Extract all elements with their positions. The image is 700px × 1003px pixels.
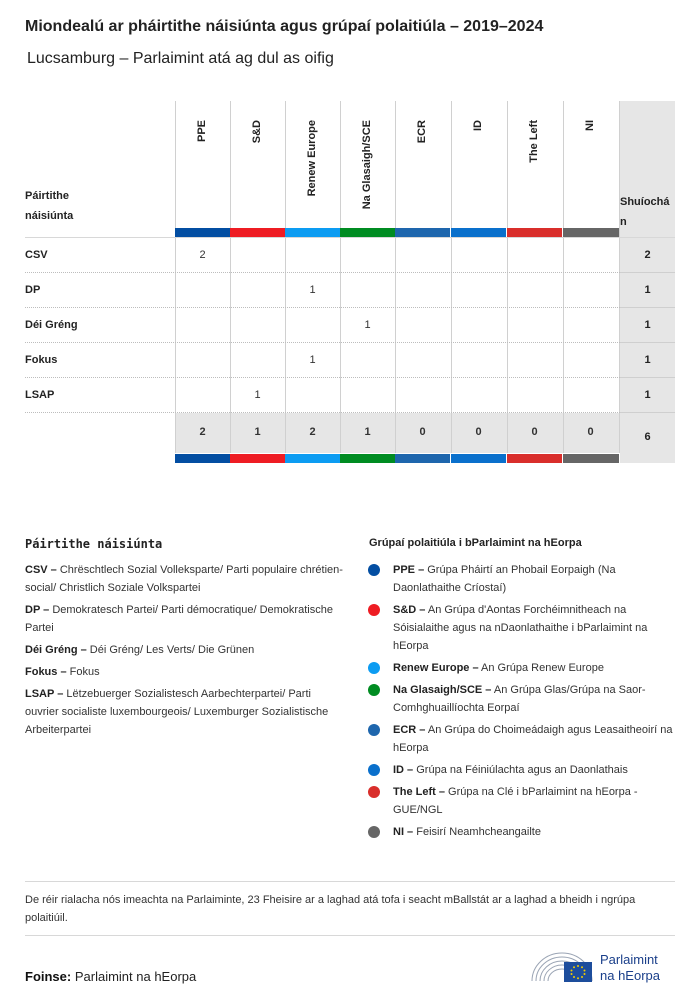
circle-icon: [368, 662, 380, 674]
group-color-bar: [340, 228, 395, 237]
seat-count-cell: 1: [254, 389, 261, 401]
group-header-label: ECR: [415, 120, 428, 144]
column-divider: [395, 101, 396, 453]
group-header-label: PPE: [195, 120, 208, 143]
party-label: CSV: [25, 249, 48, 261]
group-color-bar: [285, 228, 340, 237]
legend-text: Chrëschtlech Sozial Volleksparte/ Parti populaire chrétien-social/ Christlich Soziale Volkspartei: [25, 564, 343, 594]
group-color-bar: [507, 228, 562, 237]
group-color-bar: [175, 228, 230, 237]
group-header: [251, 120, 265, 270]
legend-abbr: Fokus –: [25, 666, 67, 678]
party-label: Déi Gréng: [25, 319, 78, 331]
group-header-label: Renew Europe: [305, 120, 318, 197]
grand-total: 6: [644, 431, 651, 443]
row-divider: [25, 342, 620, 344]
party-label: Fokus: [25, 354, 58, 366]
political-group-legend-item: [393, 659, 673, 677]
group-header: [472, 120, 486, 270]
circle-icon: [368, 604, 380, 616]
group-color-bar: [340, 454, 395, 463]
political-group-legend-item: [393, 783, 673, 819]
legend-abbr: Na Glasaigh/SCE –: [393, 684, 492, 696]
divider: [25, 935, 675, 936]
party-seats-total: 1: [644, 389, 651, 401]
group-color-bar: [451, 228, 506, 237]
circle-icon: [368, 786, 380, 798]
political-group-legend-item: [393, 823, 673, 841]
group-header: [196, 120, 210, 270]
party-label: DP: [25, 284, 41, 296]
group-header: [528, 120, 542, 270]
legend-text: Déi Gréng/ Les Verts/ Die Grünen: [86, 644, 255, 656]
header-line: Páirtithe: [25, 190, 70, 202]
legend-text: An Grúpa Renew Europe: [478, 662, 604, 674]
seat-count-cell: 1: [309, 354, 316, 366]
legend-abbr: S&D –: [393, 604, 426, 616]
legend-text: Grúpa na Clé i bParlaimint na hEorpa - GUE/NGL: [393, 786, 638, 816]
group-total-cell: 1: [254, 426, 261, 438]
column-divider: [285, 101, 286, 453]
row-divider: [620, 342, 675, 343]
political-group-legend-item: [393, 761, 673, 779]
row-divider: [25, 377, 620, 379]
legend-text: Feisirí Neamhcheangailte: [413, 826, 541, 838]
legend-abbr: CSV –: [25, 564, 57, 576]
political-group-legend-item: [393, 681, 673, 717]
row-divider: [620, 412, 675, 413]
row-divider: [620, 377, 675, 378]
legend-abbr: NI –: [393, 826, 414, 838]
group-header: [306, 120, 320, 270]
european-parliament-logo: [530, 945, 594, 990]
group-color-bar: [563, 454, 619, 463]
legend-abbr: DP –: [25, 604, 50, 616]
seat-count-cell: 2: [199, 249, 206, 261]
divider: [25, 881, 675, 882]
legend-text: Grúpa Pháirtí an Phobail Eorpaigh (Na Daonlathaithe Críostaí): [393, 564, 616, 594]
national-party-legend-item: [25, 641, 345, 659]
legend-abbr: The Left –: [393, 786, 445, 798]
logo-wordmark: [600, 952, 660, 984]
group-color-bar: [395, 454, 450, 463]
group-header-label: Na Glasaigh/SCE: [360, 120, 373, 210]
legend-abbr: Déi Gréng –: [25, 644, 87, 656]
column-divider: [563, 101, 564, 453]
group-color-bar: [230, 454, 285, 463]
source-value: Parlaimint na hEorpa: [71, 969, 197, 984]
group-header-label: NI: [583, 120, 596, 131]
row-divider: [25, 307, 620, 309]
national-parties-legend-title: Páirtithe náisiúnta: [25, 537, 163, 551]
row-divider: [25, 272, 620, 274]
group-header: [584, 120, 598, 270]
group-header: [416, 120, 430, 270]
circle-icon: [368, 724, 380, 736]
legend-abbr: Renew Europe –: [393, 662, 479, 674]
source-line: [25, 969, 196, 984]
legend-abbr: ECR –: [393, 724, 426, 736]
legend-abbr: ID –: [393, 764, 414, 776]
party-seats-total: 1: [644, 319, 651, 331]
row-divider: [25, 412, 620, 414]
seat-count-cell: 1: [309, 284, 316, 296]
legend-text: Fokus: [66, 666, 100, 678]
national-party-legend-item: [25, 663, 345, 681]
group-header-label: The Left: [527, 120, 540, 163]
rules-note: De réir rialacha nós imeachta na Parlaiminte, 23 Fheisire ar a laghad atá tofa i seacht mBallstát ar a laghad a bheidh i ngrúpa polaitiúil.: [25, 894, 636, 924]
group-total-cell: 0: [419, 426, 426, 438]
group-total-cell: 0: [531, 426, 538, 438]
row-divider: [25, 237, 675, 238]
circle-icon: [368, 684, 380, 696]
seats-header: Shuíochán: [620, 196, 670, 228]
page-subtitle: Lucsamburg – Parlaimint atá ag dul as oifig: [27, 50, 334, 67]
column-divider: [340, 101, 341, 453]
legend-text: Demokratesch Partei/ Parti démocratique/ Demokratische Partei: [25, 604, 333, 634]
group-total-cell: 0: [475, 426, 482, 438]
column-divider: [451, 101, 452, 453]
seats-column-bg: [620, 101, 675, 463]
political-group-legend-item: [393, 561, 673, 597]
group-total-cell: 2: [199, 426, 206, 438]
group-total-cell: 1: [364, 426, 371, 438]
group-color-bar: [563, 228, 619, 237]
group-total-cell: 2: [309, 426, 316, 438]
group-color-bar: [451, 454, 506, 463]
page-title: Miondealú ar pháirtithe náisiúnta agus grúpaí polaitiúla – 2019–2024: [25, 18, 544, 35]
national-party-legend-item: [25, 685, 345, 739]
row-divider: [620, 307, 675, 308]
party-seats-total: 2: [644, 249, 651, 261]
group-color-bar: [507, 454, 562, 463]
logo-line-1: Parlaimint: [600, 952, 658, 967]
circle-icon: [368, 826, 380, 838]
legend-text: An Grúpa Glas/Grúpa na Saor-Comhghuaillíochta Eorpaí: [393, 684, 646, 714]
political-groups-legend-title: Grúpaí polaitiúla i bParlaimint na hEorpa: [369, 537, 582, 549]
group-color-bar: [395, 228, 450, 237]
group-color-bar: [285, 454, 340, 463]
group-color-bar: [175, 454, 230, 463]
circle-icon: [368, 764, 380, 776]
header-line: náisiúnta: [25, 210, 74, 222]
national-party-legend-item: [25, 561, 345, 597]
source-label: Foinse:: [25, 969, 72, 984]
group-header-label: S&D: [250, 120, 263, 144]
column-divider: [175, 101, 176, 453]
group-header-label: ID: [471, 120, 484, 131]
legend-text: An Grúpa do Choimeádaigh agus Leasaitheoirí na hEorpa: [393, 724, 673, 754]
political-group-legend-item: [393, 601, 673, 655]
national-party-legend-item: [25, 601, 345, 637]
group-color-bar: [230, 228, 285, 237]
legend-text: Grúpa na Féiniúlachta agus an Daonlathais: [413, 764, 628, 776]
party-seats-total: 1: [644, 284, 651, 296]
legend-text: Lëtzebuerger Sozialistesch Aarbechterpartei/ Parti ouvrier socialiste luxembourgeois/ Luxemburger Sozialistische Arbeiterpartei: [25, 688, 329, 736]
circle-icon: [368, 564, 380, 576]
legend-text: An Grúpa d'Aontas Forchéimnitheach na Sóisialaithe agus na nDaonlathaithe i bParlaimint na hEorpa: [393, 604, 648, 652]
party-label: LSAP: [25, 389, 55, 401]
column-divider: [507, 101, 508, 453]
legend-abbr: PPE –: [393, 564, 425, 576]
logo-line-2: na hEorpa: [600, 968, 660, 983]
group-total-cell: 0: [587, 426, 594, 438]
row-divider: [620, 272, 675, 273]
seat-count-cell: 1: [364, 319, 371, 331]
party-seats-total: 1: [644, 354, 651, 366]
political-group-legend-item: [393, 721, 673, 757]
group-header: [361, 120, 375, 270]
national-parties-header: [25, 186, 73, 226]
legend-abbr: LSAP –: [25, 688, 64, 700]
